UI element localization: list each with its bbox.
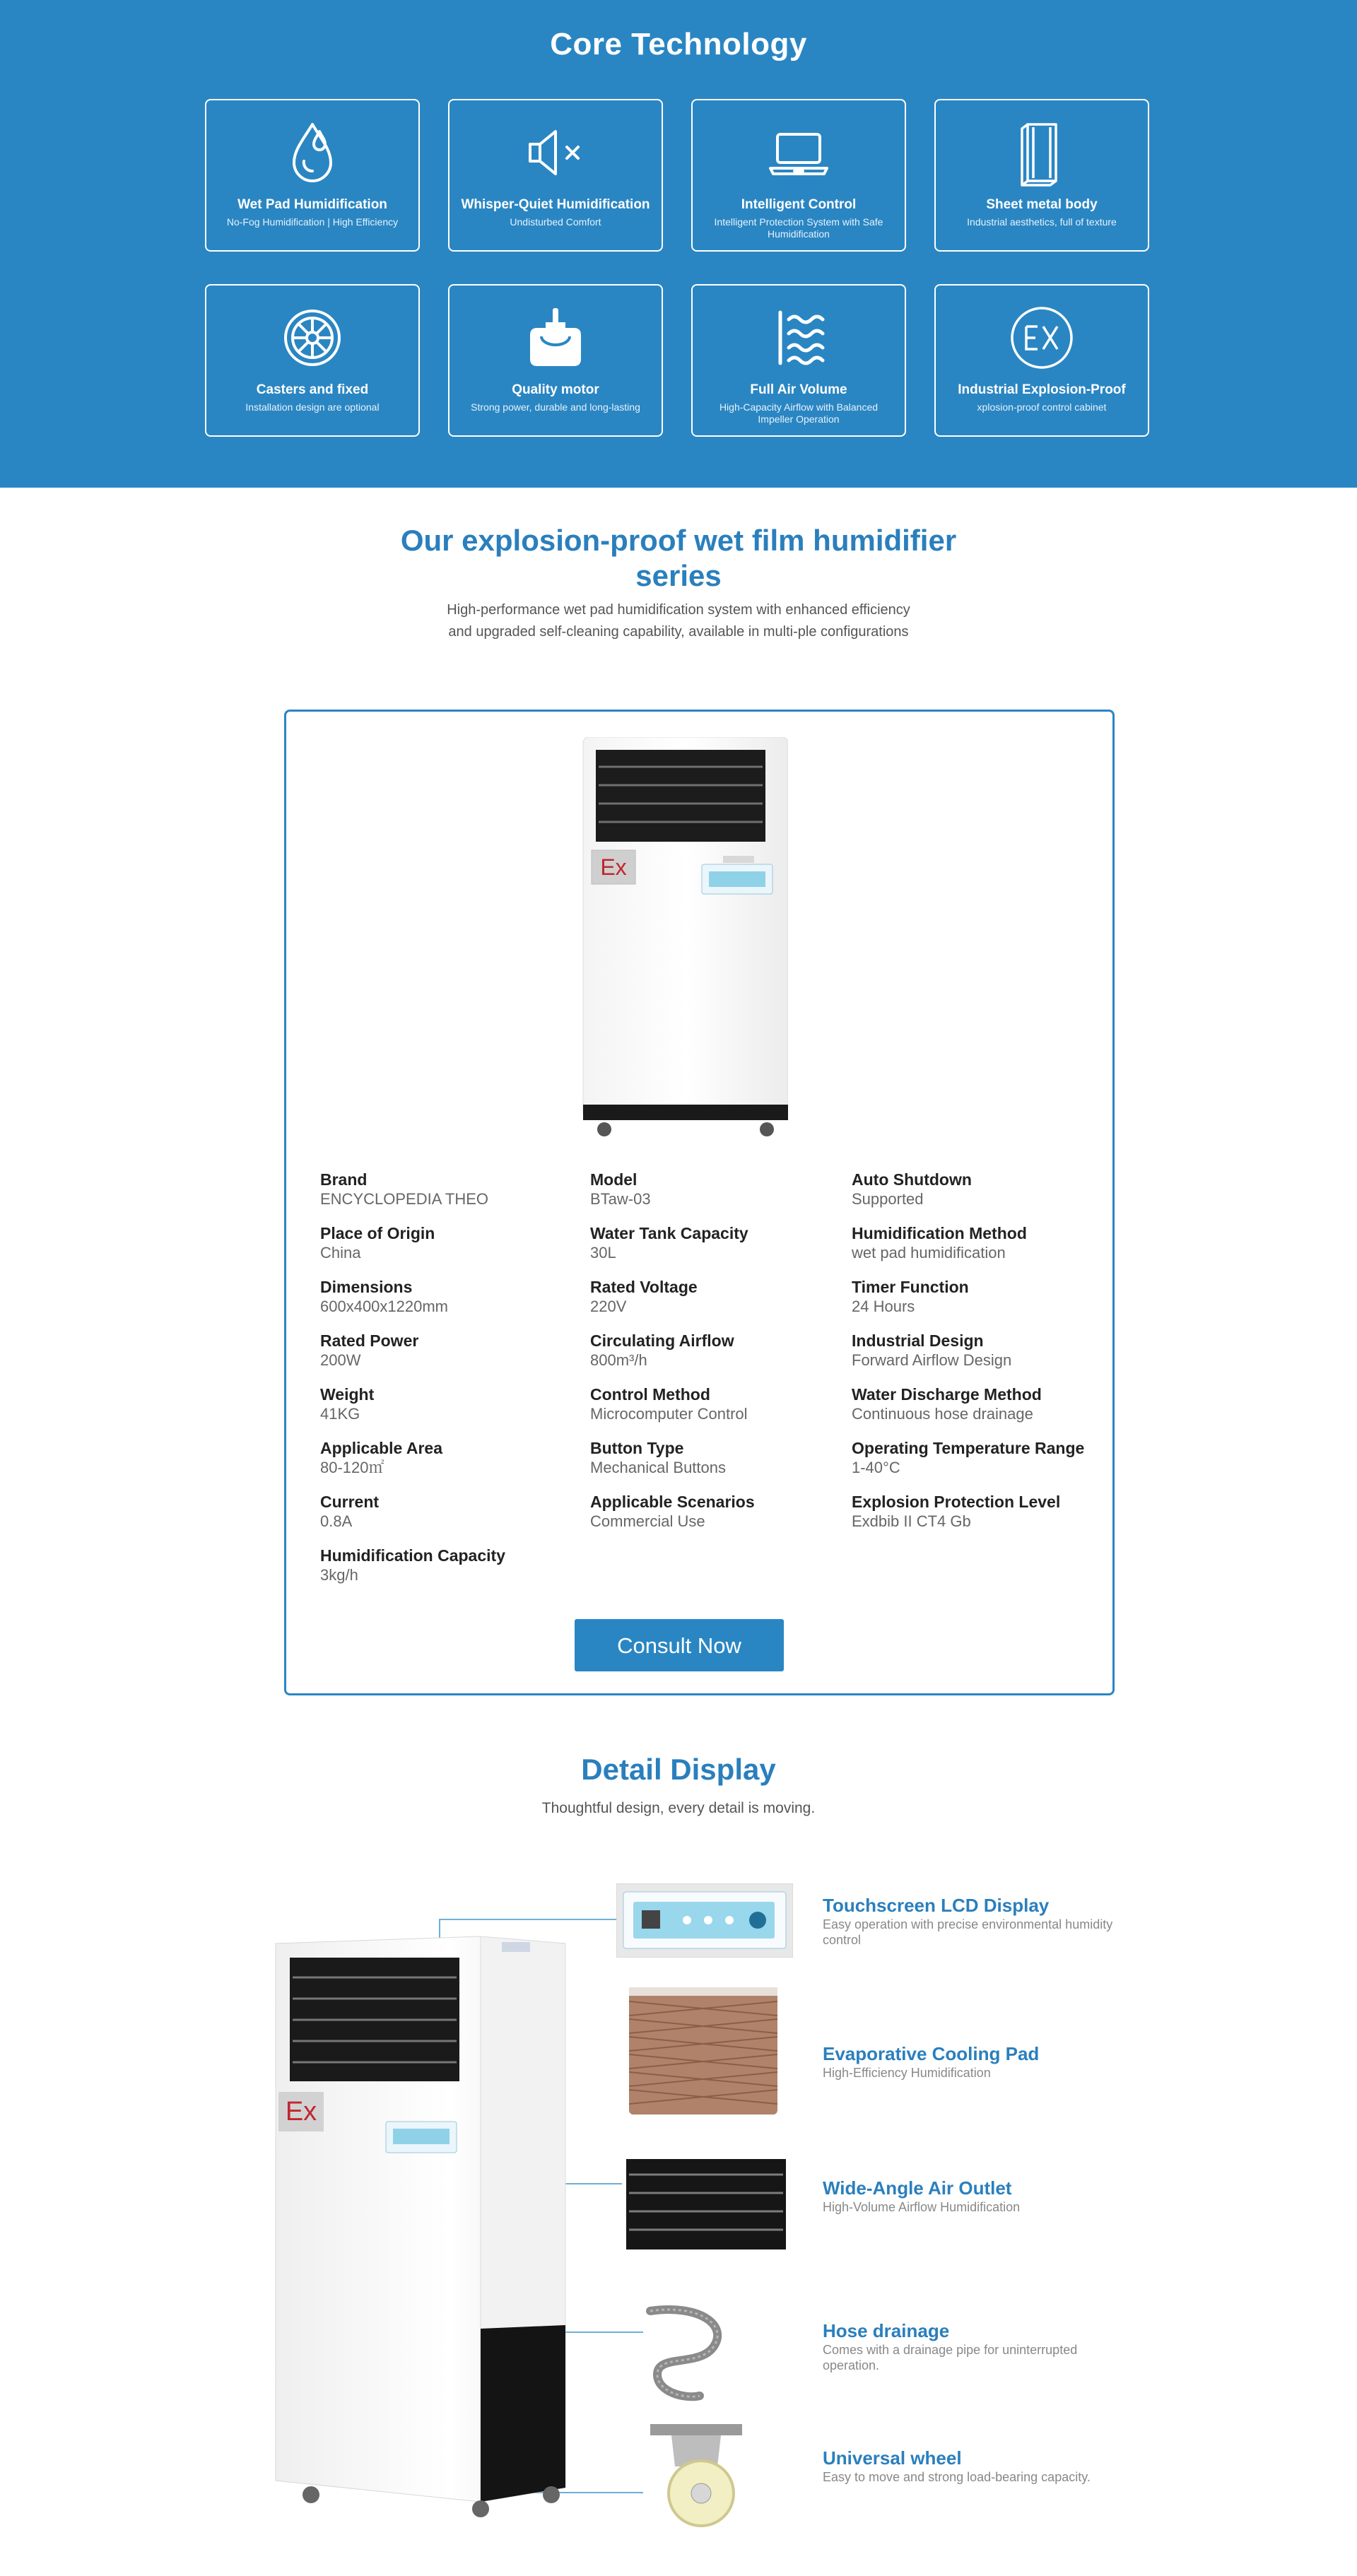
spec-auto-shutdown: Auto Shutdown Supported — [852, 1170, 972, 1208]
air-outlet-thumb — [626, 2159, 786, 2249]
tech-card-subtitle: Installation design are optional — [245, 401, 380, 413]
ex-badge-label: Ex — [600, 854, 627, 880]
spec-place-of-origin: Place of Origin China — [320, 1224, 435, 1261]
tech-card-subtitle: High-Capacity Airflow with Balanced Impeller Operation — [719, 401, 879, 425]
laptop-icon — [763, 117, 834, 188]
series-description: High-performance wet pad humidification system with enhanced efficiency and upgraded self-cleaning capability, available in multi-ple configurations — [447, 602, 910, 640]
tech-card-title: Sheet metal body — [986, 197, 1098, 212]
feature-universal-wheel: Universal wheel Easy to move and strong load-bearing capacity. — [823, 2447, 1091, 2484]
consult-now-button[interactable]: Consult Now — [575, 1619, 784, 1671]
tech-card-air-volume — [691, 284, 906, 437]
tech-card-subtitle: No-Fog Humidification | High Efficiency — [226, 216, 399, 228]
spec-dimensions: Dimensions 600x400x1220mm — [320, 1278, 449, 1315]
spec-water-discharge: Water Discharge Method Continuous hose drainage — [852, 1385, 1042, 1423]
spec-brand: Brand ENCYCLOPEDIA THEO — [320, 1170, 488, 1208]
airflow-icon — [763, 302, 834, 373]
tech-card-title: Casters and fixed — [256, 382, 369, 397]
tech-card-title: Industrial Explosion-Proof — [958, 382, 1126, 397]
spec-explosion-level: Explosion Protection Level Exdbib II CT4 Gb — [852, 1493, 1061, 1530]
tech-card-subtitle: Undisturbed Comfort — [510, 216, 601, 228]
spec-circulating-airflow: Circulating Airflow 800m³/h — [590, 1331, 734, 1369]
spec-model: Model BTaw-03 — [590, 1170, 651, 1208]
detail-display-subtitle: Thoughtful design, every detail is moving. — [541, 1800, 816, 1816]
tech-card-title: Quality motor — [512, 382, 599, 397]
spec-water-tank: Water Tank Capacity 30L — [590, 1224, 748, 1261]
feature-air-outlet: Wide-Angle Air Outlet High-Volume Airflow Humidification — [823, 2177, 1021, 2214]
tech-card-subtitle: Intelligent Protection System with Safe Humidification — [714, 216, 883, 240]
tech-card-quiet — [448, 99, 663, 252]
mute-speaker-icon — [520, 117, 591, 188]
detail-display-title: Detail Display — [581, 1753, 776, 1786]
ex-badge-label: Ex — [285, 2097, 317, 2127]
tech-card-intelligent — [691, 99, 906, 252]
spec-current: Current 0.8A — [320, 1493, 380, 1530]
tech-card-title: Whisper-Quiet Humidification — [461, 197, 650, 212]
tech-card-subtitle: Strong power, durable and long-lasting — [471, 401, 640, 413]
spec-rated-voltage: Rated Voltage 220V — [590, 1278, 698, 1315]
feature-hose-drainage: Hose drainage Comes with a drainage pipe for uninterrupted operation. — [823, 2320, 1078, 2372]
spec-operating-temp: Operating Temperature Range 1-40°C — [852, 1439, 1085, 1476]
cabinet-icon — [1006, 117, 1077, 188]
tech-card-title: Full Air Volume — [750, 382, 847, 397]
spec-applicable-scenarios: Applicable Scenarios Commercial Use — [590, 1493, 755, 1530]
spec-control-method: Control Method Microcomputer Control — [590, 1385, 748, 1423]
tech-card-title: Wet Pad Humidification — [237, 197, 387, 212]
spec-rated-power: Rated Power 200W — [320, 1331, 419, 1369]
water-drop-icon — [277, 117, 348, 188]
product-spec-card — [284, 710, 1115, 1695]
tech-card-sheet-metal — [934, 99, 1149, 252]
tech-card-subtitle: xplosion-proof control cabinet — [977, 401, 1107, 413]
tech-card-casters — [205, 284, 420, 437]
core-technology-section — [0, 0, 1357, 488]
feature-touchscreen: Touchscreen LCD Display Easy operation with precise environmental humidity control — [823, 1895, 1113, 1947]
tech-card-title: Intelligent Control — [741, 197, 857, 212]
ex-badge-icon — [1006, 302, 1077, 373]
series-title: Our explosion-proof wet film humidifier series — [400, 524, 957, 592]
lcd-display-thumb — [616, 1883, 793, 1958]
spec-weight: Weight 41KG — [320, 1385, 375, 1423]
spec-humidification-method: Humidification Method wet pad humidification — [852, 1224, 1027, 1261]
tech-card-subtitle: Industrial aesthetics, full of texture — [967, 216, 1117, 228]
spec-timer-function: Timer Function 24 Hours — [852, 1278, 969, 1315]
spec-industrial-design: Industrial Design Forward Airflow Design — [852, 1331, 1012, 1369]
tech-card-wet-pad — [205, 99, 420, 252]
humidifier-detail-image — [269, 1929, 580, 2523]
cooling-pad-thumb — [629, 1987, 777, 2115]
spec-humidification-capacity: Humidification Capacity 3kg/h — [320, 1546, 505, 1584]
caster-wheel-thumb — [650, 2424, 742, 2530]
motor-icon — [520, 302, 591, 373]
spec-button-type: Button Type Mechanical Buttons — [590, 1439, 726, 1476]
humidifier-product-image — [576, 737, 788, 1140]
drain-hose-thumb — [636, 2297, 735, 2410]
core-technology-title: Core Technology — [550, 27, 807, 61]
spec-applicable-area: Applicable Area 80-120㎡ — [320, 1439, 442, 1476]
wheel-icon — [277, 302, 348, 373]
tech-card-explosion-proof — [934, 284, 1149, 437]
feature-cooling-pad: Evaporative Cooling Pad High-Efficiency Humidification — [823, 2043, 1040, 2080]
tech-card-motor — [448, 284, 663, 437]
